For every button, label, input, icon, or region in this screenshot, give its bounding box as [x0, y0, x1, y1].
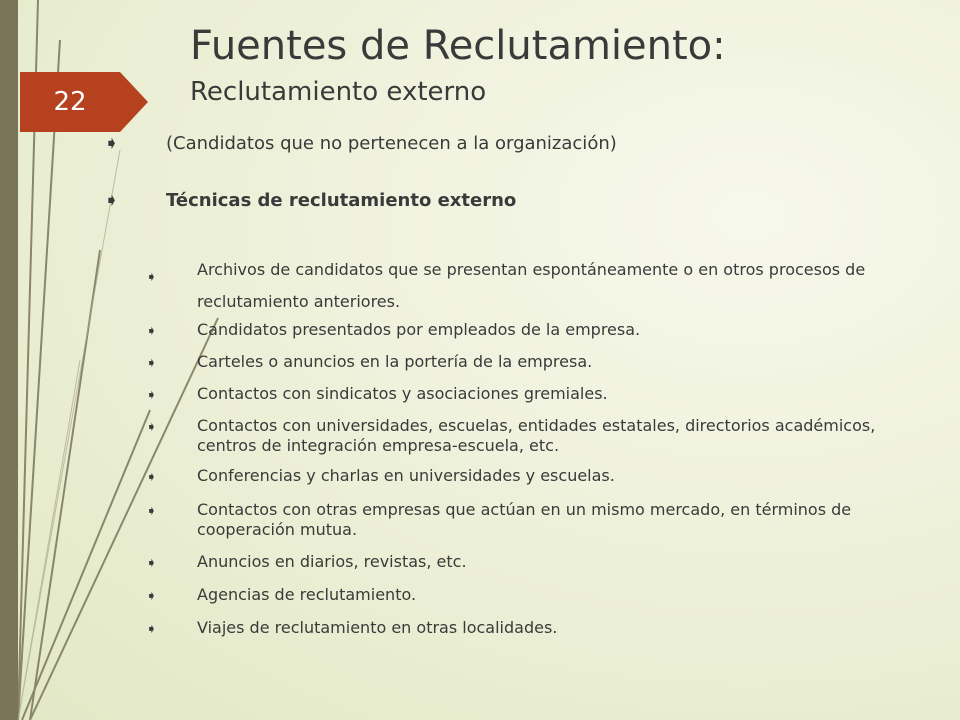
left-accent-bar	[0, 0, 18, 720]
arrow-bullet-icon: ➧	[104, 190, 120, 211]
list-item	[146, 384, 906, 404]
arrow-bullet-icon: ➧	[104, 133, 120, 154]
arrow-bullet-icon: ➧	[146, 356, 157, 371]
list-item	[146, 466, 906, 486]
list-item	[146, 585, 906, 605]
list-item-text: Contactos con universidades, escuelas, entidades estatales, directorios académicos, centros de integración empresa-escuela, etc.	[197, 416, 876, 455]
list-item-text: Anuncios en diarios, revistas, etc.	[197, 552, 467, 571]
list-item	[146, 416, 906, 456]
arrow-bullet-icon: ➧	[146, 388, 157, 403]
list-item	[146, 352, 906, 372]
arrow-bullet-icon: ➧	[146, 270, 157, 285]
list-item-text: Contactos con sindicatos y asociaciones gremiales.	[197, 384, 608, 403]
slide-number: 22	[53, 87, 87, 117]
list-item	[146, 320, 906, 340]
bullet-text: Técnicas de reclutamiento externo	[166, 190, 517, 211]
arrow-bullet-icon: ➧	[146, 556, 157, 571]
list-item-text: Agencias de reclutamiento.	[197, 585, 417, 604]
list-item	[146, 552, 906, 572]
arrow-bullet-icon: ➧	[146, 324, 157, 339]
list-item-text: Archivos de candidatos que se presentan espontáneamente o en otros procesos de reclutamiento anteriores.	[197, 260, 866, 311]
arrow-bullet-icon: ➧	[146, 420, 157, 435]
list-item-text: Candidatos presentados por empleados de la empresa.	[197, 320, 641, 339]
list-item-text: Carteles o anuncios en la portería de la empresa.	[197, 352, 593, 371]
arrow-bullet-icon: ➧	[146, 622, 157, 637]
arrow-bullet-icon: ➧	[146, 504, 157, 519]
slide-title: Fuentes de Reclutamiento:	[190, 23, 726, 69]
arrow-bullet-icon: ➧	[146, 589, 157, 604]
arrow-bullet-icon: ➧	[146, 470, 157, 485]
list-item-text: Conferencias y charlas en universidades y escuelas.	[197, 466, 615, 485]
list-item	[146, 618, 906, 638]
list-item-text: Viajes de reclutamiento en otras localidades.	[197, 618, 558, 637]
slide-subtitle: Reclutamiento externo	[190, 77, 487, 107]
list-item-text: Contactos con otras empresas que actúan en un mismo mercado, en términos de cooperación mutua.	[197, 500, 852, 539]
list-item	[146, 500, 906, 540]
bullet-text: (Candidatos que no pertenecen a la organización)	[166, 133, 617, 154]
list-item	[146, 254, 906, 318]
